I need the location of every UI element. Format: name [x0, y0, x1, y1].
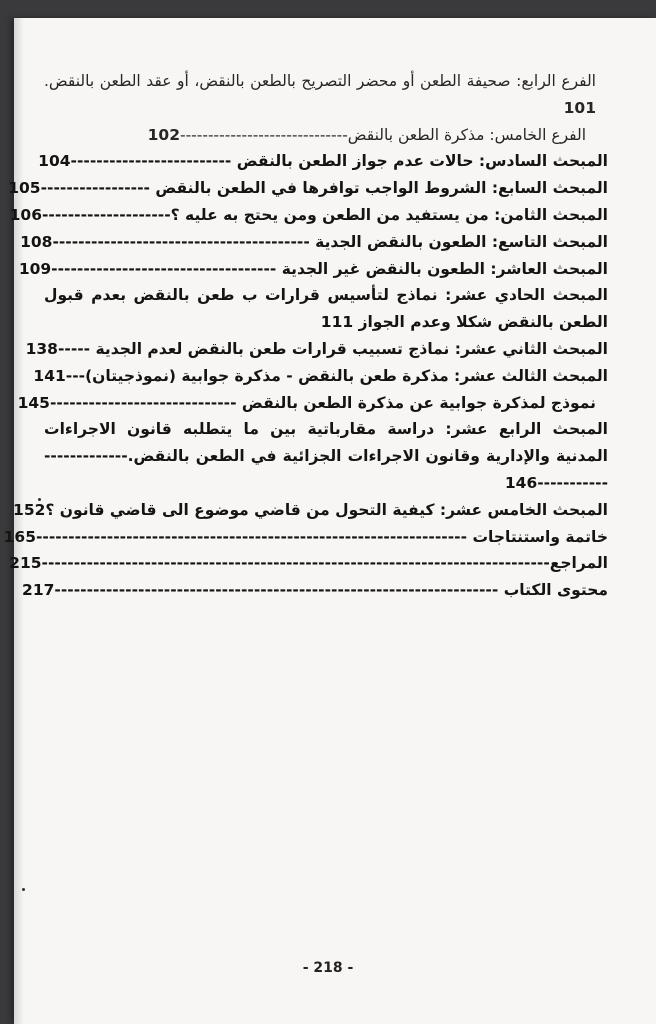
toc-entry-page: 101: [563, 98, 596, 117]
toc-entry-page: 106: [9, 205, 42, 224]
toc-entry-title: خاتمة واستنتاجات: [472, 527, 608, 546]
toc-leader: -----------------------------------: [51, 259, 277, 278]
toc-leader: -------------------------: [70, 152, 232, 171]
toc-entry: [9, 202, 608, 229]
toc-entry-page: 146: [504, 473, 538, 492]
toc-entry: [44, 282, 608, 336]
toc-entry: [38, 148, 608, 175]
toc-entry: [33, 363, 608, 390]
toc-entry-page: 105: [8, 179, 41, 198]
toc-entry-title: نموذج لمذكرة جوابية عن مذكرة الطعن بالنقض: [241, 393, 596, 412]
toc-entry-page: 108: [20, 232, 53, 251]
toc-leader: -----------------: [40, 179, 150, 198]
toc-entry-title: المبحث الحادي عشر: نماذج لتأسيس قرارات ب طعن بالنقض بعدم قبول الطعن بالنقض شكلا وعدم الجواز: [44, 286, 608, 332]
table-of-contents: [3, 68, 608, 604]
scan-speck: [22, 888, 25, 891]
toc-leader: ----------------------------------------: [52, 232, 310, 251]
toc-entry: [22, 577, 608, 604]
toc-leader: -----: [57, 339, 91, 358]
toc-leader: ---------------------------------------------------------------------: [54, 581, 499, 600]
toc-entry-title: محتوى الكتاب: [503, 581, 608, 600]
toc-entry-title: المبحث العاشر: الطعون بالنقض غير الجدية: [281, 259, 608, 278]
toc-entry-title: المراجع: [549, 554, 608, 573]
toc-entry-page: 165: [3, 527, 36, 546]
toc-entry: [17, 390, 608, 417]
toc-entry-page: 102: [147, 125, 180, 144]
toc-entry-title: الفرع الخامس: مذكرة الطعن بالنقض: [347, 125, 586, 144]
toc-entry: [44, 68, 608, 122]
toc-entry-page: 111: [320, 313, 354, 332]
toc-entry: [3, 524, 608, 551]
toc-entry-page: 145: [17, 393, 50, 412]
scan-speck: [38, 498, 41, 501]
toc-entry-page: 217: [22, 581, 55, 600]
toc-entry-page: 152: [13, 500, 46, 519]
toc-entry-title: المبحث الثاني عشر: نماذج تسبيب قرارات طعن بالنقض لعدم الجدية: [95, 339, 608, 358]
toc-entry: [13, 497, 608, 524]
toc-entry-title: المبحث الثامن: من يستفيد من الطعن ومن يحتج به عليه ؟: [170, 205, 608, 224]
toc-entry-title: المبحث الثالث عشر: مذكرة طعن بالنقض - مذكرة جوابية (نموذجيتان): [85, 366, 608, 385]
page-number-footer: - 218 -: [302, 960, 354, 976]
toc-entry-title: المبحث السابع: الشروط الواجب توافرها في الطعن بالنقض: [155, 179, 608, 198]
toc-leader: ------------------------------: [180, 125, 348, 144]
toc-entry-page: 141: [33, 366, 66, 385]
toc-entry-page: 138: [25, 339, 58, 358]
toc-leader: -----------------------------: [49, 393, 237, 412]
toc-leader: --------------------: [42, 205, 171, 224]
toc-entry-title: المبحث التاسع: الطعون بالنقض الجدية: [315, 232, 608, 251]
toc-entry: [20, 229, 608, 256]
toc-leader: ------------------------: [44, 447, 608, 492]
toc-entry: [9, 550, 608, 577]
toc-entry-title: المبحث السادس: حالات عدم جواز الطعن بالنقض: [236, 152, 608, 171]
toc-entry-title: المبحث الخامس عشر: كيفية التحول من قاضي موضوع الى قاضي قانون ؟: [45, 500, 608, 519]
toc-entry-title: المبحث الرابع عشر: دراسة مقارباتية بين ما يتطلبه قانون الاجراءات المدنية والإدارية وقانون الاجراءات الجزائية في الطعن بالنقض.: [44, 420, 608, 466]
toc-leader: -------------------------------------------------------------------: [36, 527, 468, 546]
toc-entry-page: 104: [38, 152, 71, 171]
toc-entry-title: الفرع الرابع: صحيفة الطعن أو محضر التصريح بالطعن بالنقض، أو عقد الطعن بالنقض.: [44, 72, 596, 90]
toc-leader: ---: [65, 366, 86, 385]
toc-entry-page: 215: [9, 554, 42, 573]
toc-entry-page: 109: [18, 259, 52, 278]
toc-entry: [8, 175, 608, 202]
toc-entry: [44, 122, 608, 149]
toc-entry: [44, 416, 608, 496]
toc-leader: -------------------------------------------------------------------------------: [41, 554, 550, 573]
toc-entry: [18, 256, 608, 283]
toc-entry: [25, 336, 608, 363]
